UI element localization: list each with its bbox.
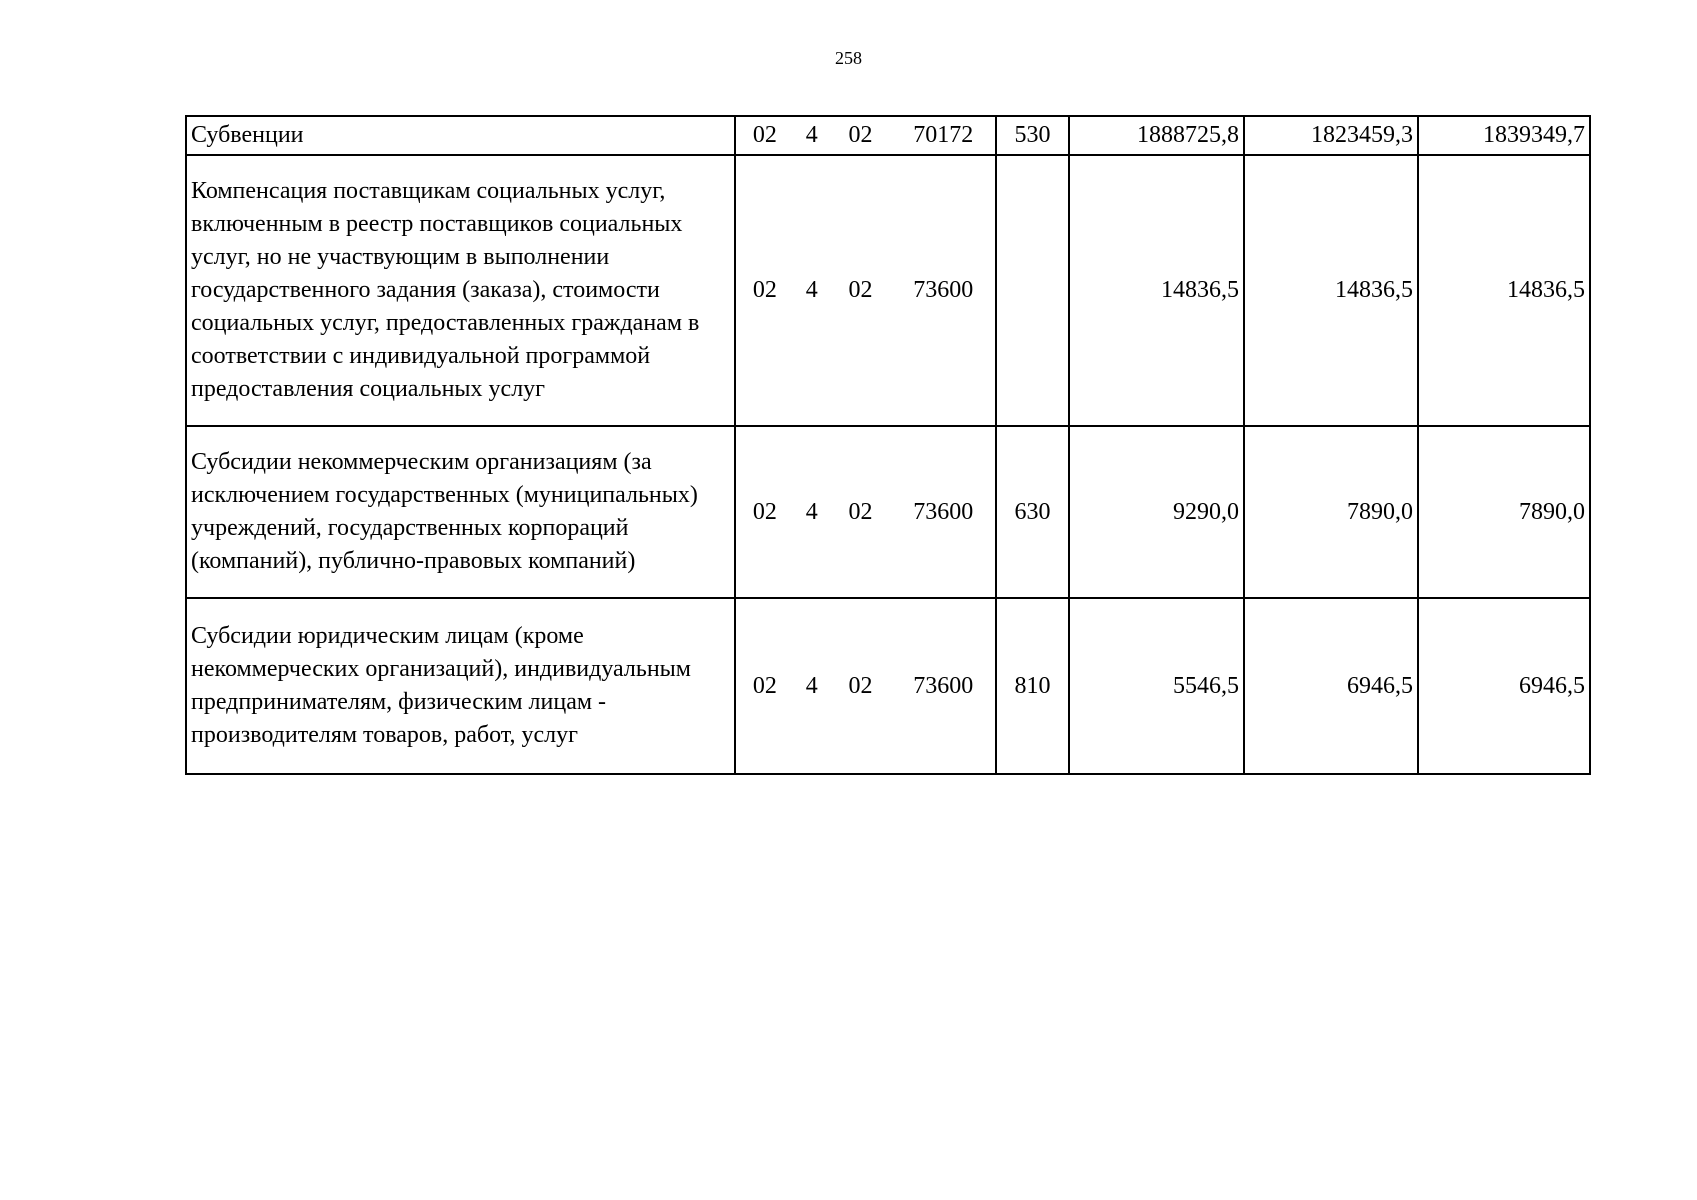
row-description: Субсидии некоммерческим организациям (за исключением государственных (муниципальных) учреждений, государственных корпораций (компаний), публично-правовых компаний) — [186, 426, 735, 598]
row-codes — [735, 155, 996, 426]
expense-type-code: 530 — [996, 116, 1069, 155]
amount-year-3: 7890,0 — [1418, 426, 1590, 598]
amount-year-1: 5546,5 — [1069, 598, 1244, 774]
code-direction: 73600 — [913, 672, 974, 699]
code-direction: 73600 — [913, 277, 974, 303]
amount-year-1: 9290,0 — [1069, 426, 1244, 598]
code-direction: 70172 — [913, 122, 974, 148]
code-direction: 73600 — [913, 498, 974, 525]
code-program: 02 — [752, 672, 777, 699]
amount-year-2: 14836,5 — [1244, 155, 1418, 426]
code-event: 02 — [848, 277, 873, 303]
code-event: 02 — [848, 122, 873, 148]
code-program: 02 — [752, 122, 777, 148]
amount-year-2: 7890,0 — [1244, 426, 1418, 598]
expense-type-code: 810 — [996, 598, 1069, 774]
code-subprogram: 4 — [805, 277, 818, 303]
code-subprogram: 4 — [805, 498, 818, 525]
code-program: 02 — [752, 498, 777, 525]
code-subprogram: 4 — [805, 122, 818, 148]
code-event: 02 — [848, 672, 873, 699]
amount-year-3: 14836,5 — [1418, 155, 1590, 426]
expense-type-code — [996, 155, 1069, 426]
row-description: Компенсация поставщикам социальных услуг, включенным в реестр поставщиков социальных услуг, но не участвующим в выполнении государственного задания (заказа), стоимости социальных услуг, предоставленных гражданам в соответствии с индивидуальной программой предоставления социальных услуг — [186, 155, 735, 426]
row-codes — [735, 116, 996, 155]
code-program: 02 — [752, 277, 777, 303]
budget-table — [185, 115, 1591, 775]
page-number: 258 — [835, 48, 862, 68]
amount-year-2: 6946,5 — [1244, 598, 1418, 774]
expense-type-code: 630 — [996, 426, 1069, 598]
table-row — [186, 116, 1590, 155]
row-codes — [735, 598, 996, 774]
code-subprogram: 4 — [805, 672, 818, 699]
code-event: 02 — [848, 498, 873, 525]
table-row — [186, 426, 1590, 598]
table-row — [186, 155, 1590, 426]
amount-year-1: 14836,5 — [1069, 155, 1244, 426]
amount-year-2: 1823459,3 — [1244, 116, 1418, 155]
row-description: Субсидии юридическим лицам (кроме некоммерческих организаций), индивидуальным предпринимателям, физическим лицам - производителям товаров, работ, услуг — [186, 598, 735, 774]
row-description: Субвенции — [186, 116, 735, 155]
row-codes — [735, 426, 996, 598]
amount-year-3: 1839349,7 — [1418, 116, 1590, 155]
table-row — [186, 598, 1590, 774]
amount-year-1: 1888725,8 — [1069, 116, 1244, 155]
amount-year-3: 6946,5 — [1418, 598, 1590, 774]
